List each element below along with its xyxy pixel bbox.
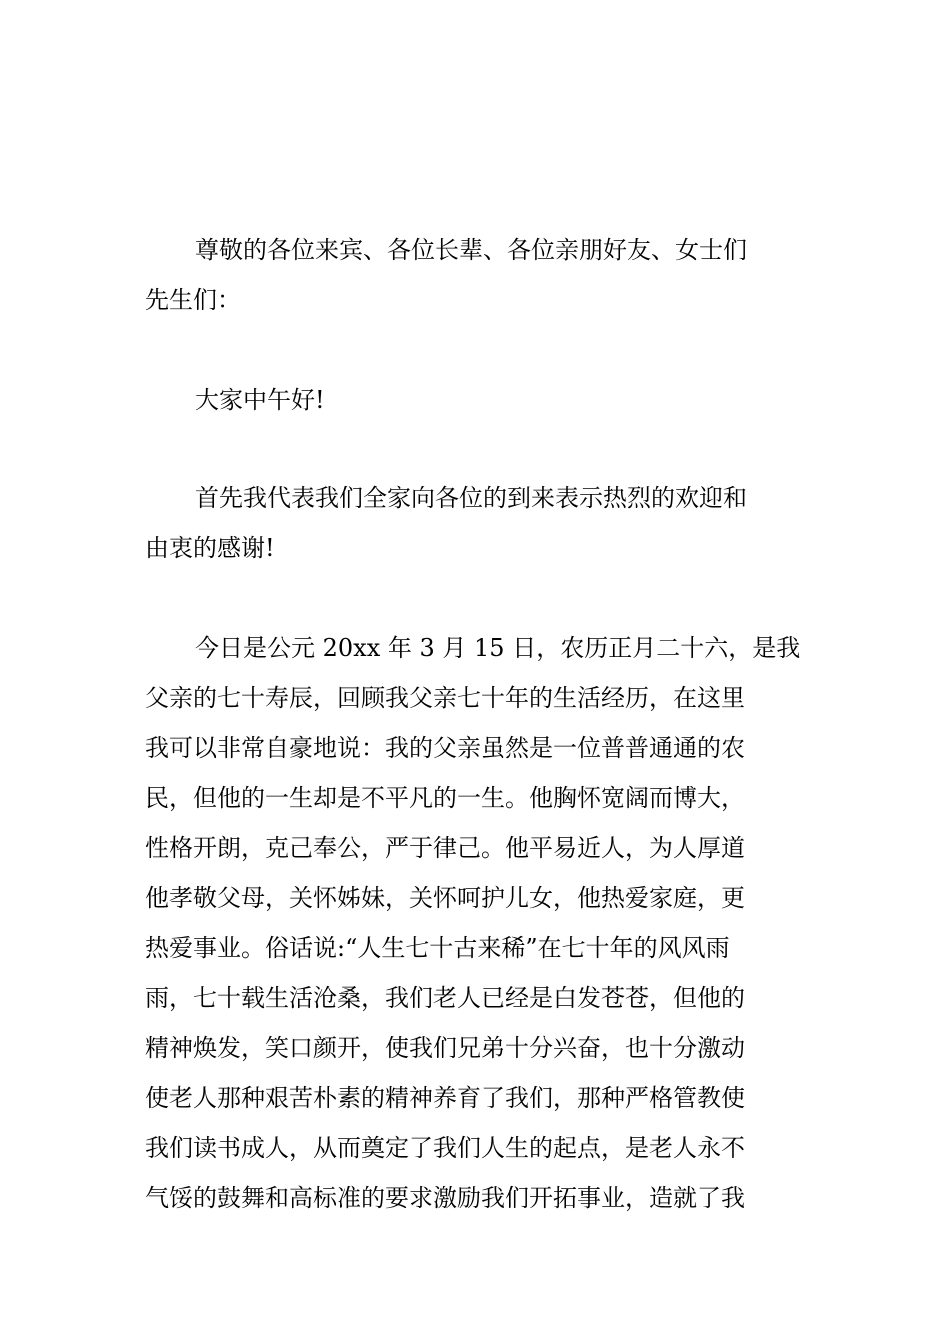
paragraph-birthday <box>145 623 810 1223</box>
text-line: 使老人那种艰苦朴素的精神养育了我们，那种严格管教使 <box>145 1084 745 1112</box>
text-line: 精神焕发，笑口颜开，使我们兄弟十分兴奋，也十分激动 <box>145 1034 745 1062</box>
text-line: 今日是公元 20xx 年 3 月 15 日，农历正月二十六，是我 <box>195 634 801 662</box>
text-line: 雨，七十载生活沧桑，我们老人已经是白发苍苍，但他的 <box>145 984 745 1012</box>
text-line: 由衷的感谢! <box>145 534 275 562</box>
paragraph-good-noon <box>145 375 810 425</box>
text-line: 首先我代表我们全家向各位的到来表示热烈的欢迎和 <box>195 484 747 512</box>
text-line: 他孝敬父母，关怀姊妹，关怀呵护儿女，他热爱家庭，更 <box>145 884 745 912</box>
text-line: 气馁的鼓舞和高标准的要求激励我们开拓事业，造就了我 <box>145 1184 745 1212</box>
text-line: 先生们： <box>145 286 241 314</box>
text-line: 热爱事业。俗话说:“人生七十古来稀”在七十年的风风雨 <box>145 934 730 962</box>
text-line: 我们读书成人，从而奠定了我们人生的起点，是老人永不 <box>145 1134 745 1162</box>
paragraph-welcome <box>145 473 810 573</box>
text-line: 民，但他的一生却是不平凡的一生。他胸怀宽阔而博大， <box>145 784 745 812</box>
text-line: 尊敬的各位来宾、各位长辈、各位亲朋好友、女士们 <box>195 236 747 264</box>
text-line: 大家中午好! <box>195 386 325 414</box>
text-line: 父亲的七十寿辰，回顾我父亲七十年的生活经历，在这里 <box>145 684 745 712</box>
text-line: 性格开朗，克己奉公，严于律己。他平易近人，为人厚道 <box>145 834 745 862</box>
paragraph-greeting <box>145 225 810 325</box>
text-line: 我可以非常自豪地说：我的父亲虽然是一位普普通通的农 <box>145 734 745 762</box>
